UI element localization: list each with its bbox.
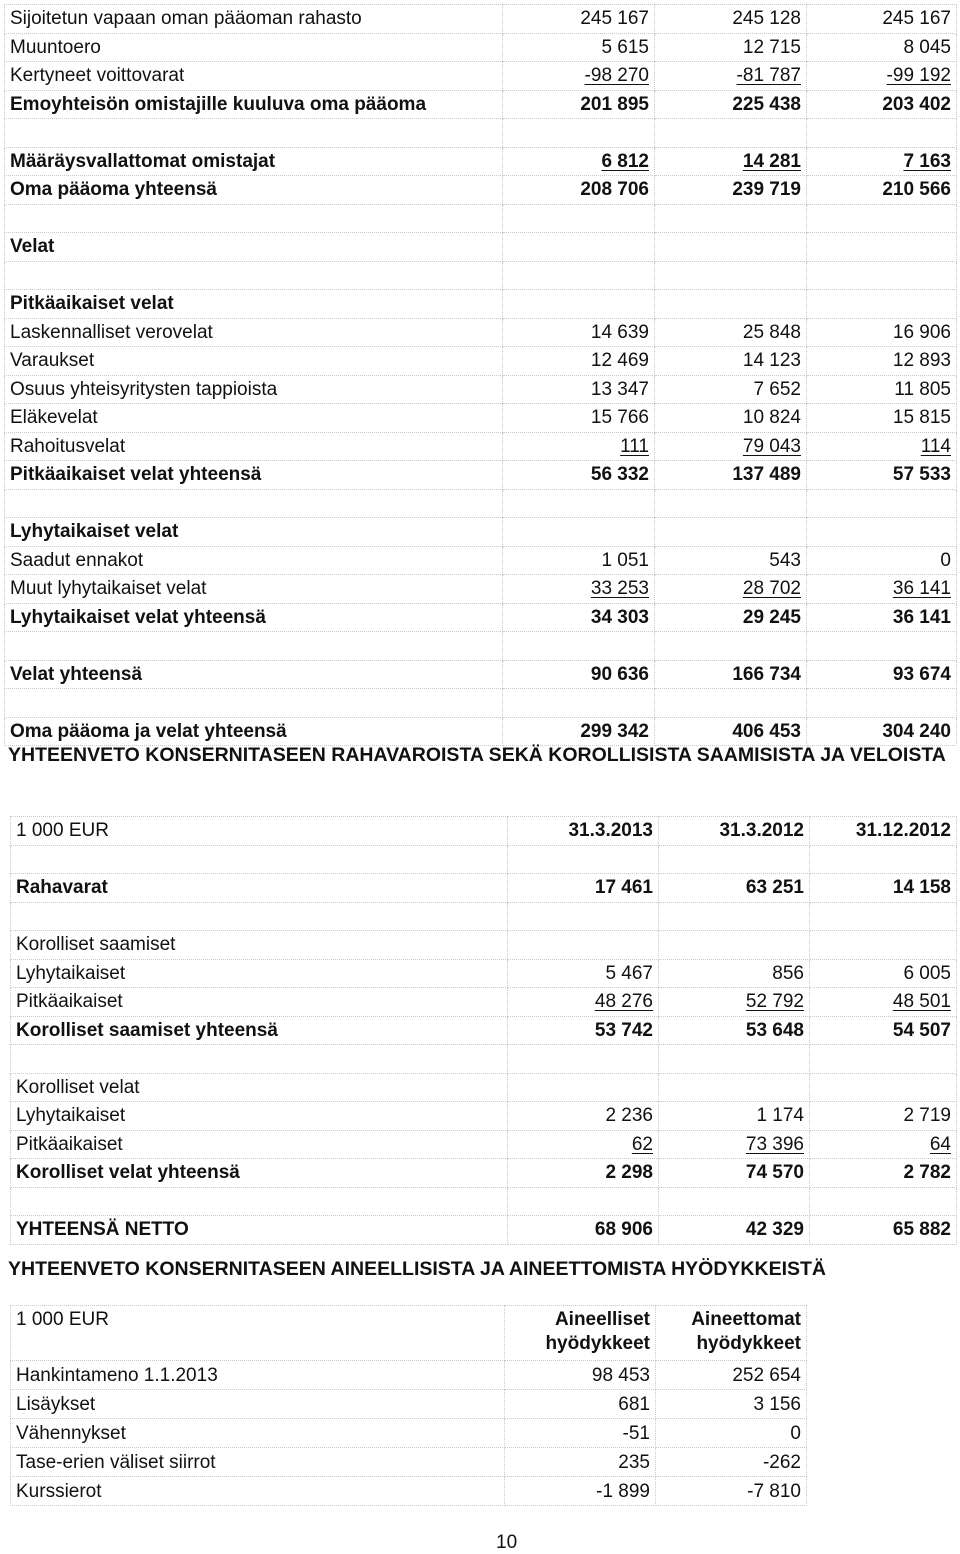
cell-text: -81 787 — [736, 65, 801, 87]
table-row — [11, 1016, 957, 1045]
table-row — [5, 62, 957, 91]
table-row — [11, 1073, 957, 1102]
row-label: Kertyneet voittovarat — [5, 62, 503, 91]
cell-value: 6 005 — [810, 959, 957, 988]
cell-text: -98 270 — [584, 65, 649, 87]
cell-value: 7 652 — [655, 375, 807, 404]
cell-value — [807, 575, 957, 604]
cell-value: 54 507 — [810, 1016, 957, 1045]
cell-value: 29 245 — [655, 603, 807, 632]
cell-value — [659, 902, 810, 931]
row-label: YHTEENSÄ NETTO — [11, 1216, 508, 1245]
cell-text: 33 253 — [590, 578, 649, 600]
cell-value: 90 636 — [503, 660, 655, 689]
row-label — [5, 204, 503, 233]
table-row — [11, 959, 957, 988]
row-label: Korolliset saamiset yhteensä — [11, 1016, 508, 1045]
cell-value: 5 467 — [508, 959, 659, 988]
page-number: 10 — [496, 1532, 518, 1553]
row-label — [11, 902, 508, 931]
cash-and-interest-bearing-table — [10, 816, 957, 1245]
cell-value: 14 158 — [810, 874, 957, 903]
cell-value — [807, 518, 957, 547]
cell-value: 15 766 — [503, 404, 655, 433]
row-label — [11, 845, 508, 874]
table-row — [11, 1477, 807, 1506]
cell-value — [807, 689, 957, 718]
cell-value — [655, 689, 807, 718]
cell-value: 3 156 — [656, 1390, 807, 1419]
row-label: Oma pääoma ja velat yhteensä — [5, 717, 503, 746]
cell-value: 31.3.2012 — [659, 817, 810, 846]
cell-value — [655, 119, 807, 148]
table-row — [5, 689, 957, 718]
table-row — [11, 1216, 957, 1245]
row-label: Sijoitetun vapaan oman pääoman rahasto — [5, 5, 503, 34]
cell-value: -262 — [656, 1448, 807, 1477]
table-row — [11, 988, 957, 1017]
row-label: Kurssierot — [11, 1477, 505, 1506]
cell-value: 239 719 — [655, 176, 807, 205]
cell-value: 2 298 — [508, 1159, 659, 1188]
row-label: 1 000 EUR — [11, 817, 508, 846]
cell-value: 166 734 — [655, 660, 807, 689]
row-label — [11, 1187, 508, 1216]
row-label: Määräysvallattomat omistajat — [5, 147, 503, 176]
table-row — [11, 1159, 957, 1188]
cell-value — [655, 575, 807, 604]
cell-value: 11 805 — [807, 375, 957, 404]
balance-sheet-table — [4, 4, 957, 746]
cell-value — [810, 1187, 957, 1216]
row-label: Rahoitusvelat — [5, 432, 503, 461]
table-row — [5, 90, 957, 119]
row-label: Pitkäaikaiset velat — [5, 290, 503, 319]
cell-value: 15 815 — [807, 404, 957, 433]
cell-value — [503, 489, 655, 518]
cell-value: 74 570 — [659, 1159, 810, 1188]
cell-value: 245 167 — [503, 5, 655, 34]
row-label — [5, 689, 503, 718]
row-label: Pitkäaikaiset — [11, 988, 508, 1017]
cell-value — [807, 147, 957, 176]
row-label: Muut lyhytaikaiset velat — [5, 575, 503, 604]
row-label: Korolliset velat — [11, 1073, 508, 1102]
table-row — [11, 1102, 957, 1131]
cell-value: 1 174 — [659, 1102, 810, 1131]
cell-value: 0 — [656, 1419, 807, 1448]
row-label: Lyhytaikaiset — [11, 1102, 508, 1131]
cell-value: 1 051 — [503, 546, 655, 575]
cell-text: 64 — [929, 1133, 951, 1155]
table-row — [11, 931, 957, 960]
cell-text: 52 792 — [745, 991, 804, 1013]
section2-heading: YHTEENVETO KONSERNITASEEN RAHAVAROISTA SEKÄ KOROLLISISTA SAAMISISTA JA VELOISTA — [8, 744, 946, 766]
table-row — [5, 575, 957, 604]
row-label: Osuus yhteisyritysten tappioista — [5, 375, 503, 404]
table-row — [5, 347, 957, 376]
cell-value — [503, 147, 655, 176]
row-label: Varaukset — [5, 347, 503, 376]
row-label: Rahavarat — [11, 874, 508, 903]
cell-value: 56 332 — [503, 461, 655, 490]
cell-value — [807, 632, 957, 661]
cell-value: 68 906 — [508, 1216, 659, 1245]
table-row — [5, 290, 957, 319]
row-label — [5, 632, 503, 661]
cell-value — [508, 902, 659, 931]
row-label — [5, 119, 503, 148]
cell-value: 8 045 — [807, 33, 957, 62]
cell-value: 16 906 — [807, 318, 957, 347]
cell-value: 36 141 — [807, 603, 957, 632]
column-header-tangible: Aineelliset hyödykkeet — [505, 1306, 656, 1361]
cell-value: -1 899 — [505, 1477, 656, 1506]
cell-value: -7 810 — [656, 1477, 807, 1506]
cell-value — [503, 204, 655, 233]
cell-value — [810, 1073, 957, 1102]
table-row — [5, 489, 957, 518]
cell-value — [655, 62, 807, 91]
table-row — [5, 432, 957, 461]
table-row — [11, 1045, 957, 1074]
table-row — [11, 874, 957, 903]
cell-value — [508, 1187, 659, 1216]
cell-value — [807, 261, 957, 290]
cell-value — [810, 988, 957, 1017]
table-row — [5, 119, 957, 148]
table-row — [11, 845, 957, 874]
table-row — [11, 1361, 807, 1390]
table-row — [11, 817, 957, 846]
cell-value — [807, 432, 957, 461]
section3-heading: YHTEENVETO KONSERNITASEEN AINEELLISISTA JA AINEETTOMISTA HYÖDYKKEISTÄ — [8, 1258, 827, 1280]
cell-value: 12 715 — [655, 33, 807, 62]
cell-text: 6 812 — [601, 150, 649, 172]
table-row — [5, 233, 957, 262]
row-label: Pitkäaikaiset velat yhteensä — [5, 461, 503, 490]
cell-value: 14 639 — [503, 318, 655, 347]
cell-value: 2 236 — [508, 1102, 659, 1131]
cell-value: 10 824 — [655, 404, 807, 433]
cell-value — [659, 931, 810, 960]
table-row — [5, 5, 957, 34]
cell-value: 31.3.2013 — [508, 817, 659, 846]
cell-value: 57 533 — [807, 461, 957, 490]
cell-text: 79 043 — [742, 435, 801, 457]
row-label: Korolliset saamiset — [11, 931, 508, 960]
cell-value — [659, 1130, 810, 1159]
cell-value: 406 453 — [655, 717, 807, 746]
cell-value: 25 848 — [655, 318, 807, 347]
cell-value — [655, 204, 807, 233]
cell-value: 208 706 — [503, 176, 655, 205]
cell-value: 299 342 — [503, 717, 655, 746]
table-row — [5, 603, 957, 632]
cell-text: 111 — [620, 435, 649, 457]
cell-value: 235 — [505, 1448, 656, 1477]
cell-value — [655, 233, 807, 262]
cell-value — [508, 1130, 659, 1159]
cell-value: 98 453 — [505, 1361, 656, 1390]
cell-value — [659, 1045, 810, 1074]
cell-value: 13 347 — [503, 375, 655, 404]
cell-value — [807, 290, 957, 319]
table-row — [5, 176, 957, 205]
cell-value — [503, 119, 655, 148]
row-label: Oma pääoma yhteensä — [5, 176, 503, 205]
row-label: Pitkäaikaiset — [11, 1130, 508, 1159]
table-row — [5, 461, 957, 490]
cell-value — [503, 290, 655, 319]
cell-value: 65 882 — [810, 1216, 957, 1245]
cell-value: 63 251 — [659, 874, 810, 903]
row-label — [5, 261, 503, 290]
cell-value — [503, 261, 655, 290]
row-label — [5, 489, 503, 518]
cell-text: 7 163 — [903, 150, 951, 172]
cell-value: 53 742 — [508, 1016, 659, 1045]
cell-value — [503, 432, 655, 461]
cell-value — [508, 931, 659, 960]
cell-value: 245 128 — [655, 5, 807, 34]
cell-value — [807, 119, 957, 148]
cell-value: 12 893 — [807, 347, 957, 376]
cell-value: 203 402 — [807, 90, 957, 119]
table-row — [5, 632, 957, 661]
row-label: Vähennykset — [11, 1419, 505, 1448]
cell-value: 93 674 — [807, 660, 957, 689]
cell-value: 210 566 — [807, 176, 957, 205]
cell-value: 5 615 — [503, 33, 655, 62]
row-label: Korolliset velat yhteensä — [11, 1159, 508, 1188]
table-row — [5, 546, 957, 575]
cell-value — [659, 988, 810, 1017]
table-header-row — [11, 1306, 807, 1361]
cell-value: 0 — [807, 546, 957, 575]
cell-value: 42 329 — [659, 1216, 810, 1245]
cell-value — [810, 931, 957, 960]
row-label: Eläkevelat — [5, 404, 503, 433]
cell-value — [810, 902, 957, 931]
cell-value: 137 489 — [655, 461, 807, 490]
table-row — [5, 404, 957, 433]
cell-value — [807, 489, 957, 518]
table-row — [5, 261, 957, 290]
cell-value: 245 167 — [807, 5, 957, 34]
cell-text: 73 396 — [745, 1133, 804, 1155]
row-label: Emoyhteisön omistajille kuuluva oma pääoma — [5, 90, 503, 119]
cell-value: 34 303 — [503, 603, 655, 632]
cell-value: 543 — [655, 546, 807, 575]
cell-value: 31.12.2012 — [810, 817, 957, 846]
cell-value — [659, 1187, 810, 1216]
cell-text: 48 276 — [594, 991, 653, 1013]
cell-value — [508, 845, 659, 874]
row-label: Saadut ennakot — [5, 546, 503, 575]
table-row — [5, 660, 957, 689]
table-row — [5, 518, 957, 547]
table-row — [5, 204, 957, 233]
cell-value — [659, 845, 810, 874]
cell-value — [503, 632, 655, 661]
cell-value — [655, 489, 807, 518]
cell-value: 2 782 — [810, 1159, 957, 1188]
cell-value — [655, 518, 807, 547]
cell-value — [810, 845, 957, 874]
cell-value — [655, 147, 807, 176]
cell-value — [655, 261, 807, 290]
row-label — [11, 1045, 508, 1074]
cell-value — [807, 204, 957, 233]
row-label: Lisäykset — [11, 1390, 505, 1419]
cell-value — [508, 1073, 659, 1102]
cell-value — [503, 518, 655, 547]
cell-value — [655, 632, 807, 661]
cell-value: 53 648 — [659, 1016, 810, 1045]
cell-value — [810, 1130, 957, 1159]
row-label: Lyhytaikaiset velat yhteensä — [5, 603, 503, 632]
cell-value — [807, 62, 957, 91]
cell-value — [503, 62, 655, 91]
cell-value — [508, 1045, 659, 1074]
tangible-intangible-assets-table — [10, 1305, 807, 1506]
cell-value: -51 — [505, 1419, 656, 1448]
cell-value — [503, 689, 655, 718]
unit-label: 1 000 EUR — [11, 1306, 505, 1361]
cell-text: 14 281 — [742, 150, 801, 172]
row-label: Velat — [5, 233, 503, 262]
cell-value — [807, 233, 957, 262]
cell-value: 225 438 — [655, 90, 807, 119]
table-row — [5, 33, 957, 62]
table-row — [11, 902, 957, 931]
cell-value — [503, 233, 655, 262]
cell-value: 252 654 — [656, 1361, 807, 1390]
row-label: Muuntoero — [5, 33, 503, 62]
cell-text: -99 192 — [886, 65, 951, 87]
table-row — [5, 375, 957, 404]
cell-text: 36 141 — [892, 578, 951, 600]
table-row — [5, 147, 957, 176]
cell-value: 304 240 — [807, 717, 957, 746]
cell-text: 28 702 — [742, 578, 801, 600]
table-row — [5, 318, 957, 347]
cell-value — [508, 988, 659, 1017]
cell-value: 856 — [659, 959, 810, 988]
row-label: Tase-erien väliset siirrot — [11, 1448, 505, 1477]
cell-text: 48 501 — [892, 991, 951, 1013]
column-header-intangible: Aineettomat hyödykkeet — [656, 1306, 807, 1361]
cell-value: 2 719 — [810, 1102, 957, 1131]
table-row — [11, 1419, 807, 1448]
row-label: Hankintameno 1.1.2013 — [11, 1361, 505, 1390]
cell-value — [655, 432, 807, 461]
table-row — [11, 1187, 957, 1216]
row-label: Velat yhteensä — [5, 660, 503, 689]
table-row — [11, 1130, 957, 1159]
cell-value: 201 895 — [503, 90, 655, 119]
cell-value — [655, 290, 807, 319]
cell-value — [659, 1073, 810, 1102]
cell-value: 14 123 — [655, 347, 807, 376]
row-label: Laskennalliset verovelat — [5, 318, 503, 347]
cell-value — [503, 575, 655, 604]
cell-value: 17 461 — [508, 874, 659, 903]
cell-text: 62 — [631, 1133, 653, 1155]
cell-text: 114 — [920, 435, 951, 457]
table-row — [11, 1390, 807, 1419]
row-label: Lyhytaikaiset — [11, 959, 508, 988]
row-label: Lyhytaikaiset velat — [5, 518, 503, 547]
cell-value: 12 469 — [503, 347, 655, 376]
cell-value: 681 — [505, 1390, 656, 1419]
cell-value — [810, 1045, 957, 1074]
table-row — [11, 1448, 807, 1477]
